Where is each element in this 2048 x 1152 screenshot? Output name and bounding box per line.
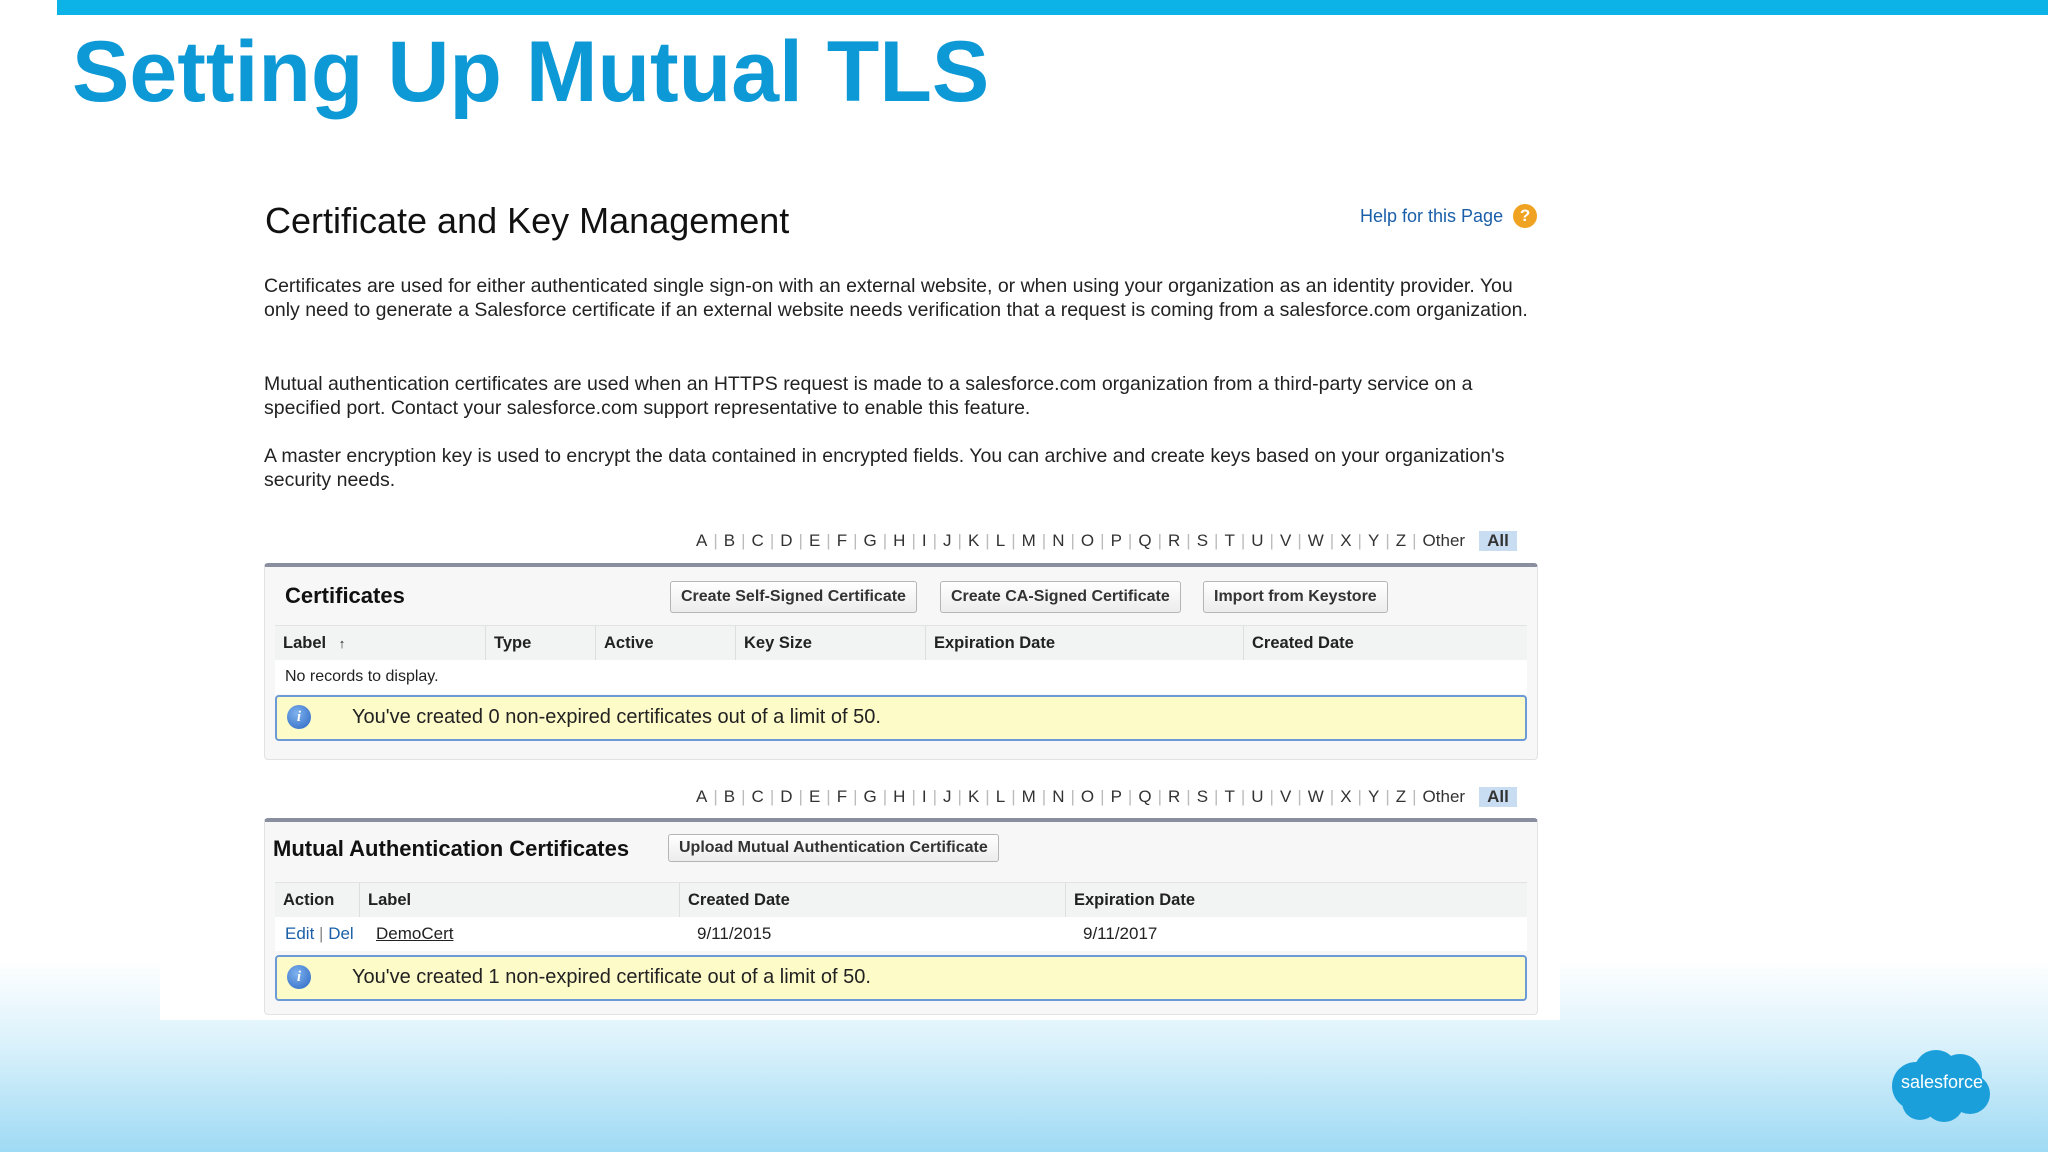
alpha-filter-l[interactable]: L: [995, 787, 1006, 806]
alpha-separator: |: [1127, 531, 1133, 550]
top-accent-bar: [57, 0, 2048, 15]
alpha-separator: |: [826, 787, 831, 806]
alpha-filter-y[interactable]: Y: [1367, 787, 1380, 806]
edit-link[interactable]: Edit: [285, 924, 315, 943]
alpha-filter-w[interactable]: W: [1307, 531, 1324, 550]
alpha-separator: |: [882, 787, 888, 806]
alpha-separator: |: [1157, 787, 1162, 806]
import-keystore-button[interactable]: Import from Keystore: [1203, 581, 1388, 613]
alpha-separator: |: [957, 531, 962, 550]
alpha-filter-d[interactable]: D: [780, 531, 793, 550]
column-created-date[interactable]: Created Date: [679, 883, 1074, 917]
alpha-separator: |: [1412, 531, 1417, 550]
alpha-filter-f[interactable]: F: [836, 787, 848, 806]
alpha-filter-j[interactable]: J: [943, 787, 952, 806]
intro-paragraph-certificates: Certificates are used for either authenticated single sign-on with an external website, or when using your organization as an identity provider. You only need to generate a Salesforce certificate if an external website needs verification that a request is coming from a salesforce.com organization.: [264, 275, 1528, 321]
empty-message: No records to display.: [285, 668, 439, 685]
alpha-filter-z[interactable]: Z: [1395, 787, 1407, 806]
mutual-info-text: You've created 1 non-expired certificate out of a limit of 50.: [352, 966, 871, 988]
alpha-filter-other[interactable]: Other: [1422, 531, 1466, 550]
salesforce-logo-text: salesforce: [1900, 1072, 1984, 1092]
alpha-separator: |: [769, 787, 775, 806]
alpha-separator: |: [798, 787, 803, 806]
alpha-filter-w[interactable]: W: [1307, 787, 1324, 806]
alpha-separator: |: [798, 531, 803, 550]
alpha-filter-x[interactable]: X: [1340, 787, 1352, 806]
alphabet-filter-certificates: [690, 530, 1517, 552]
alpha-filter-r[interactable]: R: [1167, 531, 1181, 550]
alpha-filter-m[interactable]: M: [1021, 531, 1036, 550]
alpha-separator: |: [932, 531, 938, 550]
alpha-separator: |: [1357, 531, 1362, 550]
column-label[interactable]: [275, 626, 493, 660]
row-actions: [285, 917, 354, 951]
alpha-filter-v[interactable]: V: [1279, 787, 1292, 806]
alpha-filter-a[interactable]: A: [696, 531, 708, 550]
alpha-separator: |: [1011, 531, 1016, 550]
alpha-separator: |: [1214, 531, 1219, 550]
alpha-separator: |: [1186, 787, 1191, 806]
alpha-filter-h[interactable]: H: [893, 531, 906, 550]
alpha-separator: |: [713, 531, 718, 550]
create-ca-signed-button[interactable]: Create CA-Signed Certificate: [940, 581, 1181, 613]
alpha-separator: |: [1385, 531, 1390, 550]
mutual-auth-title: Mutual Authentication Certificates: [273, 836, 630, 861]
alpha-separator: |: [826, 531, 831, 550]
mutual-auth-panel: [264, 818, 1538, 1015]
alpha-separator: |: [853, 787, 858, 806]
alpha-filter-l[interactable]: L: [995, 531, 1006, 550]
alpha-filter-other[interactable]: Other: [1422, 787, 1466, 806]
alpha-separator: |: [769, 531, 775, 550]
alpha-separator: |: [1041, 787, 1047, 806]
info-icon: i: [287, 965, 311, 989]
alpha-separator: |: [1240, 531, 1246, 550]
alpha-separator: |: [911, 787, 916, 806]
alpha-filter-a[interactable]: A: [696, 787, 708, 806]
alpha-filter-r[interactable]: R: [1167, 787, 1181, 806]
alpha-filter-k[interactable]: K: [967, 787, 980, 806]
alpha-filter-n[interactable]: N: [1052, 531, 1065, 550]
column-label-text[interactable]: Label: [283, 634, 327, 652]
alpha-separator: |: [741, 787, 746, 806]
alpha-separator: |: [1269, 531, 1274, 550]
alpha-filter-i[interactable]: I: [921, 531, 927, 550]
cert-expiration-date: 9/11/2017: [1083, 924, 1158, 943]
column-expiration-date[interactable]: Expiration Date: [1065, 883, 1532, 917]
alpha-separator: |: [1357, 787, 1362, 806]
cert-label-link[interactable]: DemoCert: [376, 924, 454, 943]
intro-paragraph-mutual: Mutual authentication certificates are used when an HTTPS request is made to a salesforce.com organization from a third-party service on a specified port. Contact your salesforce.com support representative to enable this feature.: [264, 373, 1473, 419]
column-action: Action: [283, 891, 335, 909]
alpha-separator: |: [1269, 787, 1274, 806]
alpha-filter-t[interactable]: T: [1224, 787, 1235, 806]
alpha-separator: |: [1127, 787, 1133, 806]
alpha-separator: |: [713, 787, 718, 806]
alpha-filter-h[interactable]: H: [893, 787, 906, 806]
alpha-separator: |: [1412, 787, 1417, 806]
alpha-separator: |: [957, 787, 962, 806]
alpha-separator: |: [1297, 531, 1302, 550]
alpha-filter-e[interactable]: E: [808, 787, 821, 806]
alpha-separator: |: [1100, 787, 1105, 806]
certificates-title: Certificates: [285, 583, 405, 608]
sort-arrow-icon[interactable]: ↑: [338, 636, 346, 651]
upload-mutual-cert-button[interactable]: Upload Mutual Authentication Certificate: [668, 834, 999, 862]
alpha-separator: |: [932, 787, 938, 806]
alpha-filter-c[interactable]: C: [751, 787, 764, 806]
alpha-separator: |: [1297, 787, 1302, 806]
alpha-filter-p[interactable]: P: [1110, 531, 1122, 550]
alpha-filter-g[interactable]: G: [863, 787, 877, 806]
page-title: Certificate and Key Management: [265, 200, 790, 241]
alpha-filter-y[interactable]: Y: [1367, 531, 1380, 550]
alpha-filter-all[interactable]: All: [1479, 787, 1517, 807]
certificates-info-box: [275, 695, 1527, 741]
alpha-filter-m[interactable]: M: [1021, 787, 1036, 806]
alpha-filter-u[interactable]: U: [1251, 531, 1264, 550]
alpha-filter-f[interactable]: F: [836, 531, 848, 550]
alpha-separator: |: [1157, 531, 1162, 550]
alpha-separator: |: [1329, 787, 1335, 806]
alpha-separator: |: [741, 531, 746, 550]
certificates-table-header: [275, 625, 1527, 661]
alpha-separator: |: [1329, 531, 1335, 550]
alpha-filter-o[interactable]: O: [1080, 787, 1095, 806]
alpha-filter-u[interactable]: U: [1251, 787, 1264, 806]
intro-paragraph-master-key: A master encryption key is used to encrypt the data contained in encrypted fields. You can archive and create keys based on your organization's security needs.: [264, 445, 1505, 491]
help-link[interactable]: [1360, 204, 1537, 228]
alpha-filter-d[interactable]: D: [780, 787, 793, 806]
create-self-signed-button[interactable]: Create Self-Signed Certificate: [670, 581, 917, 613]
alpha-filter-c[interactable]: C: [751, 531, 764, 550]
alpha-separator: |: [1070, 531, 1075, 550]
alpha-separator: |: [1070, 787, 1075, 806]
alpha-separator: |: [1385, 787, 1390, 806]
info-icon: i: [287, 705, 311, 729]
alpha-filter-b[interactable]: B: [723, 531, 736, 550]
help-link-label[interactable]: Help for this Page: [1360, 205, 1504, 226]
alpha-filter-q[interactable]: Q: [1138, 531, 1152, 550]
alpha-filter-all[interactable]: All: [1479, 531, 1517, 551]
column-label[interactable]: Label: [359, 883, 688, 917]
column-active[interactable]: Active: [595, 626, 744, 660]
column-type[interactable]: Type: [485, 626, 604, 660]
alpha-filter-n[interactable]: N: [1052, 787, 1065, 806]
mutual-info-box: [275, 955, 1527, 1001]
delete-link[interactable]: Del: [328, 924, 354, 943]
slide-title: Setting Up Mutual TLS: [72, 24, 990, 120]
table-row-empty: [275, 660, 1527, 694]
alpha-filter-p[interactable]: P: [1110, 787, 1122, 806]
alpha-separator: |: [1240, 787, 1246, 806]
alpha-filter-e[interactable]: E: [808, 531, 821, 550]
alpha-separator: |: [1214, 787, 1219, 806]
alpha-filter-o[interactable]: O: [1080, 531, 1095, 550]
alpha-filter-g[interactable]: G: [863, 531, 877, 550]
alpha-filter-k[interactable]: K: [967, 531, 980, 550]
help-icon[interactable]: ?: [1513, 204, 1537, 228]
certificates-info-text: You've created 0 non-expired certificates out of a limit of 50.: [352, 706, 881, 728]
alpha-filter-b[interactable]: B: [723, 787, 736, 806]
column-expiration-date[interactable]: Expiration Date: [925, 626, 1252, 660]
alpha-filter-v[interactable]: V: [1279, 531, 1292, 550]
alpha-filter-t[interactable]: T: [1224, 531, 1235, 550]
alpha-separator: |: [911, 531, 916, 550]
alpha-filter-x[interactable]: X: [1340, 531, 1352, 550]
alpha-separator: |: [985, 787, 990, 806]
alpha-separator: |: [985, 531, 990, 550]
alpha-separator: |: [1041, 531, 1047, 550]
alpha-filter-s[interactable]: S: [1196, 787, 1209, 806]
mutual-table-header: [275, 882, 1527, 918]
alpha-separator: |: [1011, 787, 1016, 806]
alpha-filter-z[interactable]: Z: [1395, 531, 1407, 550]
alpha-separator: |: [1186, 531, 1191, 550]
certificates-panel: [264, 563, 1538, 760]
cert-created-date: 9/11/2015: [697, 924, 772, 943]
table-row: [275, 917, 1527, 951]
alphabet-filter-mutual: [690, 786, 1517, 808]
alpha-separator: |: [882, 531, 888, 550]
column-key-size[interactable]: Key Size: [735, 626, 934, 660]
alpha-filter-q[interactable]: Q: [1138, 787, 1152, 806]
alpha-filter-i[interactable]: I: [921, 787, 927, 806]
alpha-separator: |: [853, 531, 858, 550]
action-separator: |: [319, 924, 324, 943]
column-created-date[interactable]: Created Date: [1243, 626, 1532, 660]
alpha-filter-j[interactable]: J: [943, 531, 952, 550]
alpha-filter-s[interactable]: S: [1196, 531, 1209, 550]
alpha-separator: |: [1100, 531, 1105, 550]
